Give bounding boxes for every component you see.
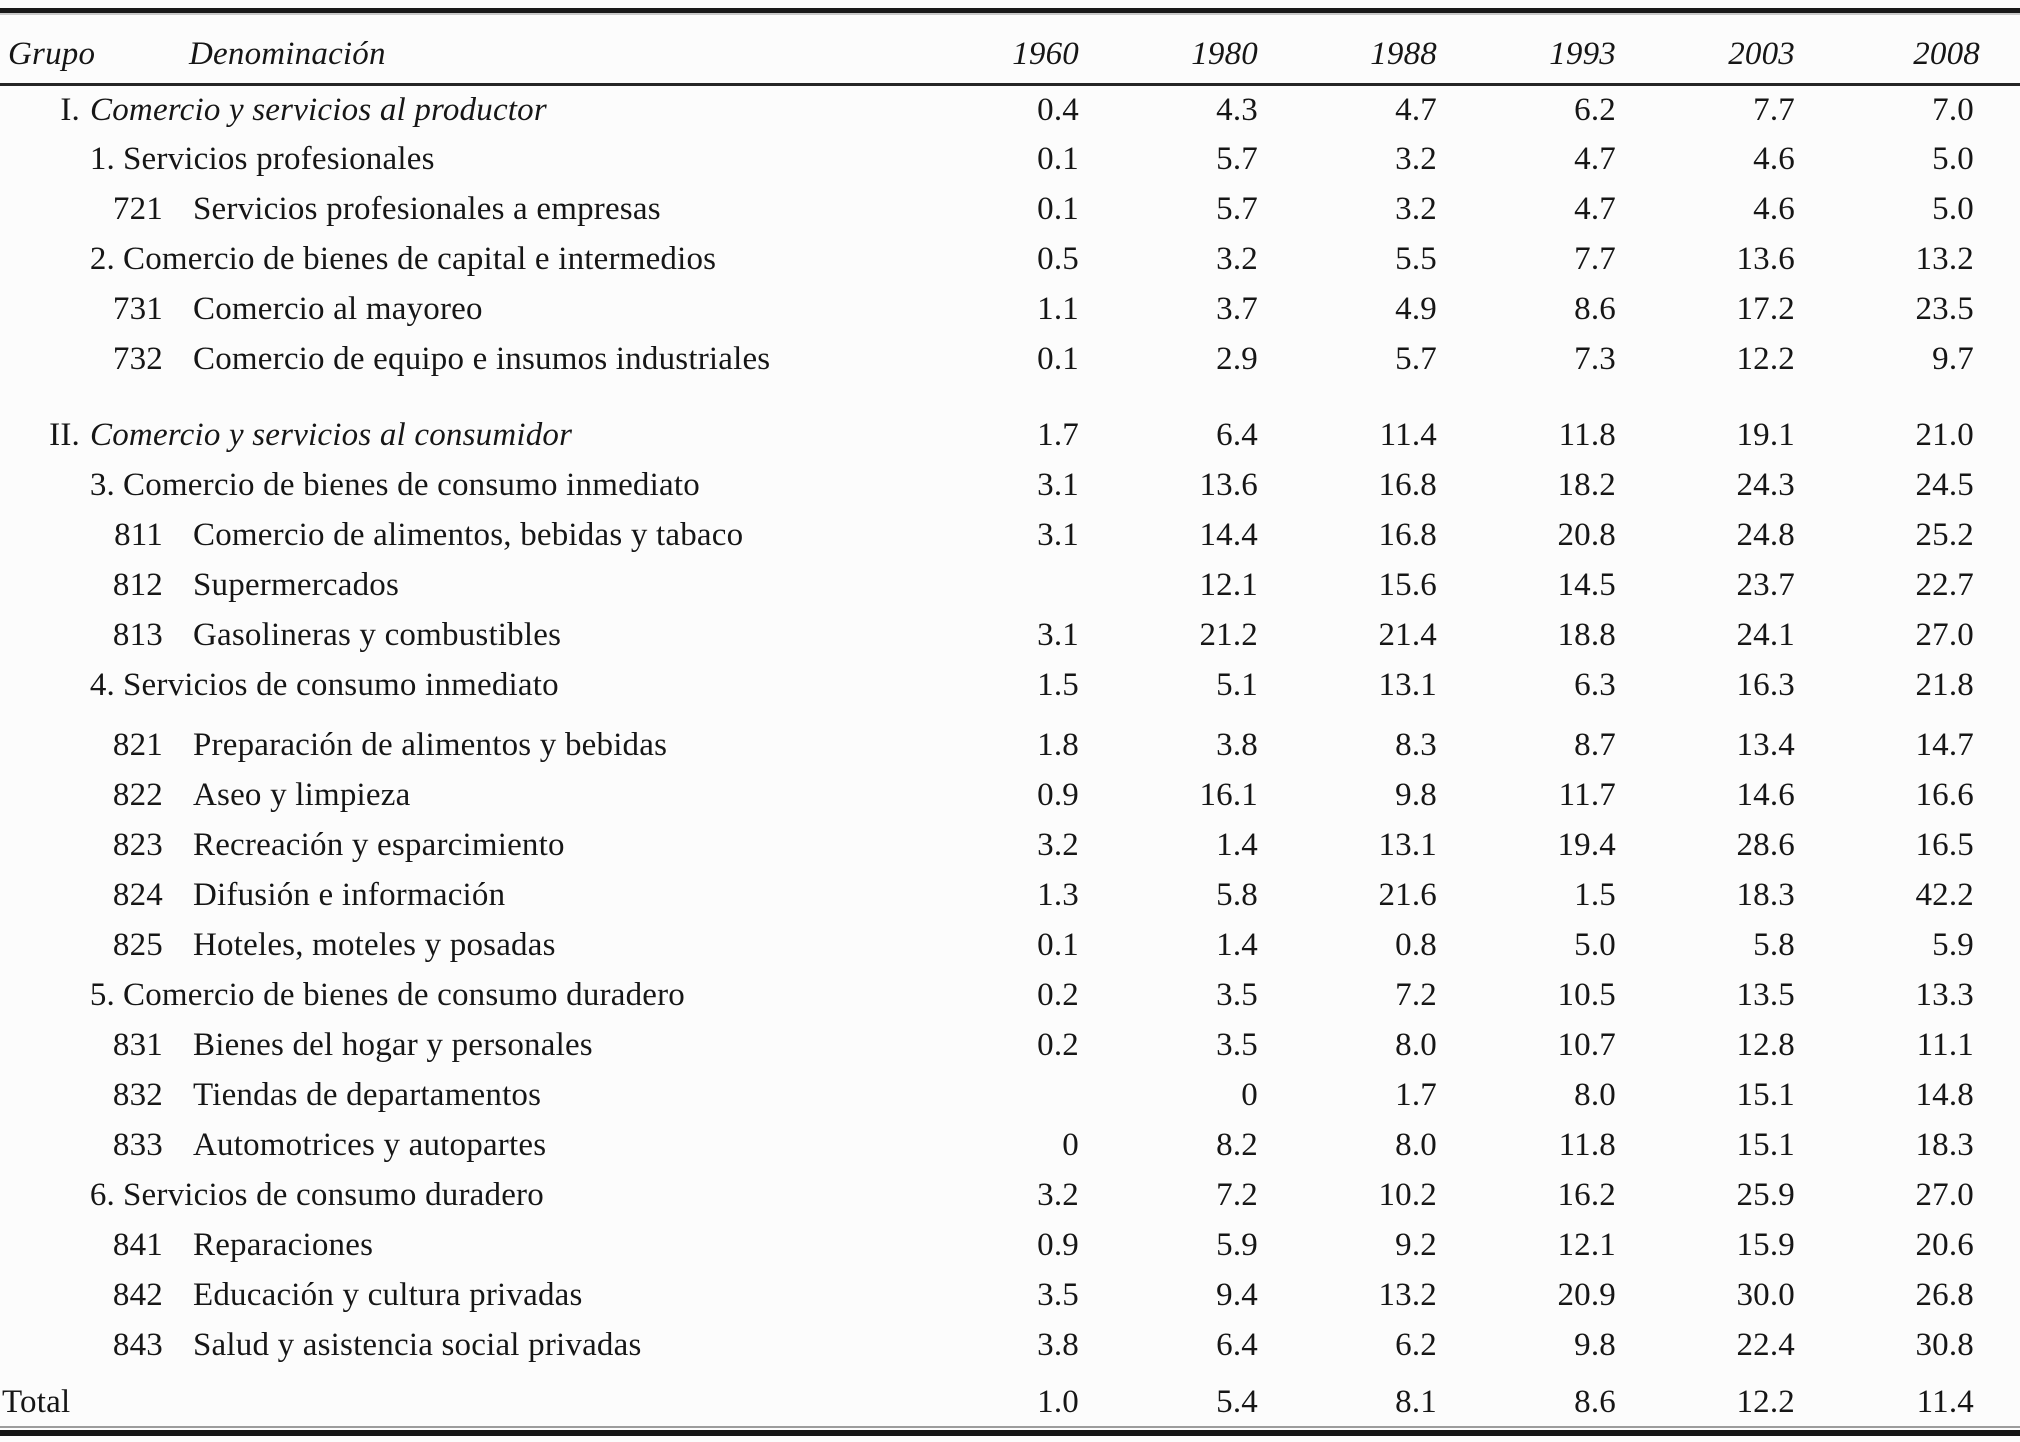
value-cell: 18.3 <box>1736 877 1795 913</box>
value-cell: 11.8 <box>1558 1127 1616 1163</box>
row-number: 731 <box>112 291 163 327</box>
row-number: 721 <box>112 191 163 227</box>
row-gap <box>0 711 2020 721</box>
row-label-cell <box>0 1021 904 1071</box>
value-cell: 7.7 <box>1574 241 1616 277</box>
value-cell: 1.4 <box>1216 827 1258 863</box>
row-label-cell <box>0 85 904 135</box>
value-cell: 4.7 <box>1574 191 1616 227</box>
value-cell: 1.5 <box>1037 667 1079 703</box>
value-cell: 8.3 <box>1395 727 1437 763</box>
value-cell: 0 <box>1062 1127 1079 1163</box>
row-number: 822 <box>112 777 163 813</box>
row-title: Bienes del hogar y personales <box>193 1027 593 1063</box>
value-cell: 5.7 <box>1395 341 1437 377</box>
row-title: Difusión e información <box>193 877 506 913</box>
value-cell: 27.0 <box>1915 617 1974 653</box>
value-cell: 6.2 <box>1574 91 1616 128</box>
value-cell <box>904 561 1083 611</box>
row-title: Comercio de equipo e insumos industriales <box>193 341 771 377</box>
table-row <box>0 461 2020 511</box>
value-cell: 5.0 <box>1574 927 1616 963</box>
row-gap <box>0 385 2020 411</box>
value-cell: 8.2 <box>1216 1127 1258 1163</box>
table-row <box>0 561 2020 611</box>
table-row <box>0 335 2020 385</box>
table-row <box>0 1221 2020 1271</box>
value-cell: 8.1 <box>1395 1384 1437 1420</box>
table-row <box>0 921 2020 971</box>
value-cell: 14.8 <box>1915 1077 1974 1113</box>
value-cell: 7.2 <box>1216 1177 1258 1213</box>
row-number: 6. <box>89 1177 115 1213</box>
row-title: Preparación de alimentos y bebidas <box>193 727 668 763</box>
table-row <box>0 185 2020 235</box>
value-cell: 1.1 <box>1037 291 1079 327</box>
row-number: 3. <box>89 467 115 503</box>
value-cell: 6.4 <box>1216 1327 1258 1363</box>
value-cell: 5.4 <box>1216 1384 1258 1420</box>
value-cell: 0 <box>1241 1077 1258 1113</box>
row-number: 833 <box>112 1127 163 1163</box>
value-cell: 30.8 <box>1915 1327 1974 1363</box>
table-row <box>0 411 2020 461</box>
value-cell: 13.6 <box>1199 467 1258 503</box>
value-cell: 5.1 <box>1216 667 1258 703</box>
row-title: Comercio de alimentos, bebidas y tabaco <box>193 517 744 553</box>
value-cell: 3.5 <box>1216 977 1258 1013</box>
header-name-cell <box>0 14 904 85</box>
value-cell: 30.0 <box>1736 1277 1795 1313</box>
value-cell: 8.0 <box>1395 1027 1437 1063</box>
value-cell: 5.5 <box>1395 241 1437 277</box>
value-cell: 15.9 <box>1736 1227 1795 1263</box>
value-cell: 13.1 <box>1378 827 1437 863</box>
row-title: Comercio al mayoreo <box>193 291 483 327</box>
value-cell: 0.1 <box>1037 341 1079 377</box>
value-cell: 3.2 <box>1037 827 1079 863</box>
table-row <box>0 611 2020 661</box>
value-cell: 5.7 <box>1216 141 1258 177</box>
value-cell: 10.5 <box>1557 977 1616 1013</box>
value-cell: 8.0 <box>1395 1127 1437 1163</box>
value-cell: 0.4 <box>1037 91 1079 128</box>
value-cell: 15.1 <box>1736 1077 1795 1113</box>
value-cell: 13.5 <box>1736 977 1795 1013</box>
value-cell: 0.2 <box>1037 1027 1079 1063</box>
value-cell: 24.3 <box>1736 467 1795 503</box>
row-label-cell <box>0 771 904 821</box>
value-cell: 3.2 <box>1395 191 1437 227</box>
value-cell: 1.7 <box>1395 1077 1437 1113</box>
value-cell: 7.2 <box>1395 977 1437 1013</box>
value-cell: 14.7 <box>1915 727 1974 763</box>
value-cell: 0.1 <box>1037 191 1079 227</box>
value-cell: 3.2 <box>1216 241 1258 277</box>
column-header-grupo: Grupo <box>8 35 96 72</box>
value-cell: 1.7 <box>1037 417 1079 453</box>
row-title: Educación y cultura privadas <box>193 1277 583 1313</box>
row-title: Gasolineras y combustibles <box>193 617 562 653</box>
row-number: 824 <box>112 877 163 913</box>
value-cell: 6.3 <box>1574 667 1616 703</box>
row-label-cell <box>0 611 904 661</box>
row-number: 732 <box>112 341 163 377</box>
value-cell: 12.2 <box>1736 341 1795 377</box>
value-cell: 11.4 <box>1916 1384 1974 1420</box>
table-row <box>0 511 2020 561</box>
value-cell: 10.2 <box>1378 1177 1437 1213</box>
column-header-year-1988: 1988 <box>1262 14 1441 85</box>
row-label-cell <box>0 561 904 611</box>
row-label-cell <box>0 235 904 285</box>
value-cell: 5.8 <box>1753 927 1795 963</box>
value-cell: 24.5 <box>1915 467 1974 503</box>
value-cell: 9.7 <box>1932 341 1974 377</box>
value-cell: 12.1 <box>1199 567 1258 603</box>
row-title: Servicios de consumo duradero <box>123 1177 544 1213</box>
value-cell: 3.5 <box>1216 1027 1258 1063</box>
value-cell: 9.2 <box>1395 1227 1437 1263</box>
row-label-cell <box>0 871 904 921</box>
value-cell: 3.2 <box>1037 1177 1079 1213</box>
value-cell: 13.2 <box>1378 1277 1437 1313</box>
value-cell: 0.1 <box>1037 141 1079 177</box>
value-cell: 0.1 <box>1037 927 1079 963</box>
value-cell: 7.7 <box>1753 91 1795 128</box>
value-cell: 22.7 <box>1915 567 1974 603</box>
row-title: Total <box>2 1384 71 1420</box>
row-number: 821 <box>112 727 163 763</box>
value-cell: 3.5 <box>1037 1277 1079 1313</box>
value-cell: 13.1 <box>1378 667 1437 703</box>
value-cell: 12.2 <box>1736 1384 1795 1420</box>
row-title: Comercio de bienes de consumo inmediato <box>123 467 700 503</box>
value-cell: 16.5 <box>1915 827 1974 863</box>
value-cell: 3.7 <box>1216 291 1258 327</box>
row-label-cell <box>0 1381 904 1425</box>
value-cell: 16.2 <box>1557 1177 1616 1213</box>
value-cell: 13.2 <box>1915 241 1974 277</box>
value-cell: 3.2 <box>1395 141 1437 177</box>
row-label-cell <box>0 1321 904 1371</box>
table-row <box>0 1321 2020 1371</box>
value-cell: 15.1 <box>1736 1127 1795 1163</box>
value-cell: 3.1 <box>1037 517 1079 553</box>
value-cell: 2.9 <box>1216 341 1258 377</box>
value-cell: 9.8 <box>1395 777 1437 813</box>
value-cell: 16.8 <box>1378 467 1437 503</box>
value-cell: 20.8 <box>1557 517 1616 553</box>
value-cell: 8.6 <box>1574 1384 1616 1420</box>
row-title: Supermercados <box>193 567 400 603</box>
value-cell: 11.7 <box>1558 777 1616 813</box>
value-cell: 25.9 <box>1736 1177 1795 1213</box>
row-number: 5. <box>89 977 115 1013</box>
row-title: Salud y asistencia social privadas <box>193 1327 642 1363</box>
value-cell: 20.9 <box>1557 1277 1616 1313</box>
row-number: I. <box>60 91 80 128</box>
value-cell: 15.6 <box>1378 567 1437 603</box>
value-cell: 4.6 <box>1753 191 1795 227</box>
value-cell: 20.6 <box>1915 1227 1974 1263</box>
row-label-cell <box>0 661 904 711</box>
value-cell: 5.0 <box>1932 141 1974 177</box>
table-bottom-thin-rule <box>0 1426 2020 1428</box>
value-cell: 0.5 <box>1037 241 1079 277</box>
value-cell: 17.2 <box>1736 291 1795 327</box>
value-cell: 1.0 <box>1037 1384 1079 1420</box>
table-row <box>0 1171 2020 1221</box>
row-label-cell <box>0 1071 904 1121</box>
value-cell: 22.4 <box>1736 1327 1795 1363</box>
value-cell: 23.5 <box>1915 291 1974 327</box>
value-cell: 3.8 <box>1216 727 1258 763</box>
row-label-cell <box>0 135 904 185</box>
value-cell: 42.2 <box>1915 877 1974 913</box>
value-cell: 0.9 <box>1037 777 1079 813</box>
table-row <box>0 1121 2020 1171</box>
value-cell: 23.7 <box>1736 567 1795 603</box>
value-cell: 8.7 <box>1574 727 1616 763</box>
column-header-year-1993: 1993 <box>1441 14 1620 85</box>
row-number: 831 <box>112 1027 163 1063</box>
value-cell: 16.6 <box>1915 777 1974 813</box>
row-label-cell <box>0 1271 904 1321</box>
value-cell: 5.9 <box>1932 927 1974 963</box>
row-title: Comercio de bienes de capital e intermedios <box>123 241 717 277</box>
value-cell: 14.6 <box>1736 777 1795 813</box>
value-cell: 1.5 <box>1574 877 1616 913</box>
value-cell: 8.0 <box>1574 1077 1616 1113</box>
row-label-cell <box>0 1171 904 1221</box>
value-cell: 4.7 <box>1395 91 1437 128</box>
row-label-cell <box>0 185 904 235</box>
value-cell: 19.1 <box>1736 417 1795 453</box>
table-row <box>0 721 2020 771</box>
value-cell: 5.7 <box>1216 191 1258 227</box>
value-cell: 0.2 <box>1037 977 1079 1013</box>
row-label-cell <box>0 821 904 871</box>
table-row <box>0 971 2020 1021</box>
table-row <box>0 661 2020 711</box>
row-title: Servicios de consumo inmediato <box>123 667 559 703</box>
table-row <box>0 85 2020 135</box>
value-cell: 21.0 <box>1915 417 1974 453</box>
table-row <box>0 1271 2020 1321</box>
row-title: Aseo y limpieza <box>193 777 411 813</box>
column-header-year-2008: 2008 <box>1799 14 2020 85</box>
value-cell: 3.1 <box>1037 467 1079 503</box>
row-title: Automotrices y autopartes <box>193 1127 547 1163</box>
value-cell: 19.4 <box>1557 827 1616 863</box>
value-cell: 3.8 <box>1037 1327 1079 1363</box>
row-label-cell <box>0 971 904 1021</box>
value-cell: 9.8 <box>1574 1327 1616 1363</box>
table-row <box>0 1021 2020 1071</box>
value-cell: 21.6 <box>1378 877 1437 913</box>
row-label-cell <box>0 511 904 561</box>
value-cell: 27.0 <box>1915 1177 1974 1213</box>
column-header-year-2003: 2003 <box>1620 14 1799 85</box>
row-number: 812 <box>112 567 163 603</box>
row-label-cell <box>0 1221 904 1271</box>
value-cell <box>904 1071 1083 1121</box>
row-number: 813 <box>112 617 163 653</box>
value-cell: 14.5 <box>1557 567 1616 603</box>
value-cell: 21.2 <box>1199 617 1258 653</box>
row-title: Servicios profesionales a empresas <box>193 191 661 227</box>
value-cell: 7.0 <box>1932 91 1974 128</box>
value-cell: 21.8 <box>1915 667 1974 703</box>
column-header-year-1960: 1960 <box>904 14 1083 85</box>
value-cell: 7.3 <box>1574 341 1616 377</box>
row-number: 4. <box>89 667 115 703</box>
value-cell: 0.9 <box>1037 1227 1079 1263</box>
row-gap <box>0 1371 2020 1381</box>
value-cell: 13.6 <box>1736 241 1795 277</box>
value-cell: 16.1 <box>1199 777 1258 813</box>
value-cell: 4.7 <box>1574 141 1616 177</box>
value-cell: 4.6 <box>1753 141 1795 177</box>
value-cell: 13.3 <box>1915 977 1974 1013</box>
row-label-cell <box>0 335 904 385</box>
row-title: Comercio y servicios al consumidor <box>90 417 573 453</box>
value-cell: 0.8 <box>1395 927 1437 963</box>
table-body <box>0 85 2020 1425</box>
row-label-cell <box>0 285 904 335</box>
row-title: Comercio y servicios al productor <box>90 91 547 128</box>
row-label-cell <box>0 721 904 771</box>
row-label-cell <box>0 461 904 511</box>
value-cell: 16.8 <box>1378 517 1437 553</box>
value-cell: 14.4 <box>1199 517 1258 553</box>
row-label-cell <box>0 411 904 461</box>
value-cell: 11.8 <box>1558 417 1616 453</box>
row-title: Tiendas de departamentos <box>193 1077 542 1113</box>
value-cell: 12.1 <box>1557 1227 1616 1263</box>
column-header-denominacion: Denominación <box>189 35 386 72</box>
row-title: Servicios profesionales <box>123 141 435 177</box>
table-row <box>0 1071 2020 1121</box>
value-cell: 18.3 <box>1915 1127 1974 1163</box>
value-cell: 5.0 <box>1932 191 1974 227</box>
row-number: 832 <box>112 1077 163 1113</box>
value-cell: 5.9 <box>1216 1227 1258 1263</box>
value-cell: 10.7 <box>1557 1027 1616 1063</box>
value-cell: 1.8 <box>1037 727 1079 763</box>
value-cell: 1.4 <box>1216 927 1258 963</box>
row-label-cell <box>0 921 904 971</box>
value-cell: 11.1 <box>1916 1027 1974 1063</box>
value-cell: 25.2 <box>1915 517 1974 553</box>
table-row <box>0 821 2020 871</box>
value-cell: 24.8 <box>1736 517 1795 553</box>
value-cell: 5.8 <box>1216 877 1258 913</box>
row-number: 841 <box>112 1227 163 1263</box>
row-number: 2. <box>89 241 115 277</box>
column-header-year-1980: 1980 <box>1083 14 1262 85</box>
value-cell: 28.6 <box>1736 827 1795 863</box>
value-cell: 13.4 <box>1736 727 1795 763</box>
value-cell: 12.8 <box>1736 1027 1795 1063</box>
row-title: Reparaciones <box>193 1227 374 1263</box>
row-title: Recreación y esparcimiento <box>193 827 565 863</box>
header-row <box>0 14 2020 85</box>
row-label-cell <box>0 1121 904 1171</box>
value-cell: 26.8 <box>1915 1277 1974 1313</box>
value-cell: 9.4 <box>1216 1277 1258 1313</box>
value-cell: 6.4 <box>1216 417 1258 453</box>
table-row <box>0 1381 2020 1425</box>
value-cell: 18.2 <box>1557 467 1616 503</box>
value-cell: 8.6 <box>1574 291 1616 327</box>
table-bottom-thick-rule <box>0 1430 2020 1436</box>
value-cell: 24.1 <box>1736 617 1795 653</box>
row-number: II. <box>49 417 80 453</box>
row-number: 1. <box>89 141 115 177</box>
value-cell: 4.3 <box>1216 91 1258 128</box>
row-number: 823 <box>112 827 163 863</box>
table-row <box>0 235 2020 285</box>
row-title: Hoteles, moteles y posadas <box>193 927 556 963</box>
row-number: 825 <box>112 927 163 963</box>
value-cell: 21.4 <box>1378 617 1437 653</box>
row-number: 842 <box>112 1277 163 1313</box>
value-cell: 16.3 <box>1736 667 1795 703</box>
table-row <box>0 871 2020 921</box>
row-number: 843 <box>112 1327 163 1363</box>
row-title: Comercio de bienes de consumo duradero <box>123 977 686 1013</box>
value-cell: 18.8 <box>1557 617 1616 653</box>
table-row <box>0 135 2020 185</box>
value-cell: 6.2 <box>1395 1327 1437 1363</box>
value-cell: 1.3 <box>1037 877 1079 913</box>
value-cell: 11.4 <box>1379 417 1437 453</box>
table-row <box>0 285 2020 335</box>
row-number: 811 <box>114 517 163 553</box>
value-cell: 3.1 <box>1037 617 1079 653</box>
table-row <box>0 771 2020 821</box>
commerce-services-share-table <box>0 14 2020 1425</box>
value-cell: 4.9 <box>1395 291 1437 327</box>
